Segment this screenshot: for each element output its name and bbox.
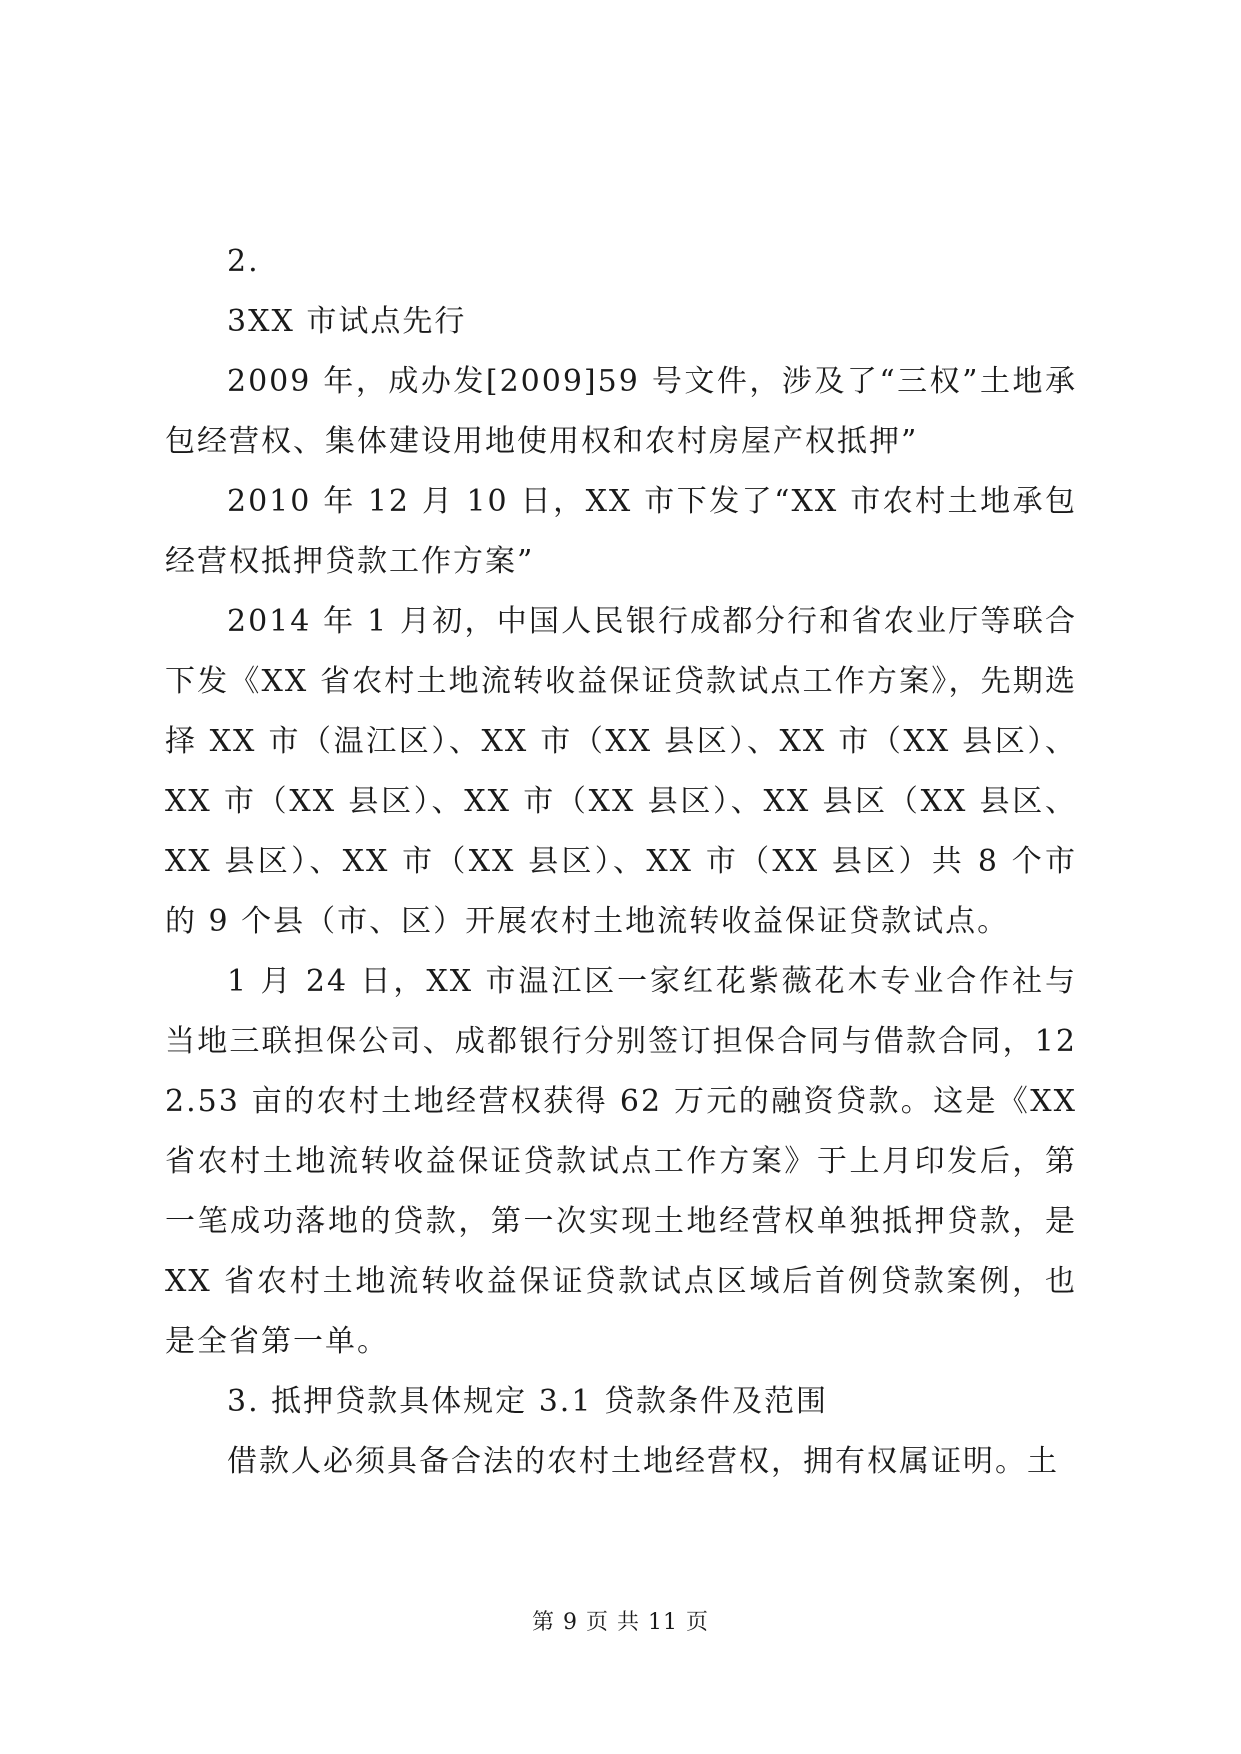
document-body (165, 232, 1077, 1492)
paragraph-heading-regulations: 3. 抵押贷款具体规定 3.1 贷款条件及范围 (227, 1384, 828, 1419)
paragraph-2010: 2010 年 12 月 10 日，XX 市下发了“XX 市农村土地承包经营权抵押贷款工作方案” (165, 484, 1077, 579)
paragraph-2009: 2009 年，成办发[2009]59 号文件，涉及了“三权”土地承包经营权、集体建设用地使用权和农村房屋产权抵押” (165, 364, 1077, 459)
page-footer: 第 9 页 共 11 页 (532, 1610, 709, 1635)
paragraph-heading-pilot: 3XX 市试点先行 (227, 304, 467, 339)
paragraph-2014: 2014 年 1 月初，中国人民银行成都分行和省农业厅等联合下发《XX 省农村土地流转收益保证贷款试点工作方案》，先期选择 XX 市（温江区）、XX 市（XX 县区）、XX 市（XX 县区）、XX 市（XX 县区）、XX 市（XX 县区）、XX 县区（XX 县区、XX 县区）、XX 市（XX 县区）、XX 市（XX 县区）共 8 个市的 9 个县（市、区）开展农村土地流转收益保证贷款试点。 (165, 604, 1077, 939)
paragraph-borrower: 借款人必须具备合法的农村土地经营权，拥有权属证明。土 (227, 1444, 1059, 1479)
paragraph-section-number: 2. (227, 244, 260, 279)
paragraph-jan-24: 1 月 24 日，XX 市温江区一家红花紫薇花木专业合作社与当地三联担保公司、成都银行分别签订担保合同与借款合同，122.53 亩的农村土地经营权获得 62 万元的融资贷款。这是《XX 省农村土地流转收益保证贷款试点工作方案》于上月印发后，第一笔成功落地的贷款，第一次实现土地经营权单独抵押贷款，是 XX 省农村土地流转收益保证贷款试点区域后首例贷款案例，也是全省第一单。 (165, 964, 1077, 1359)
